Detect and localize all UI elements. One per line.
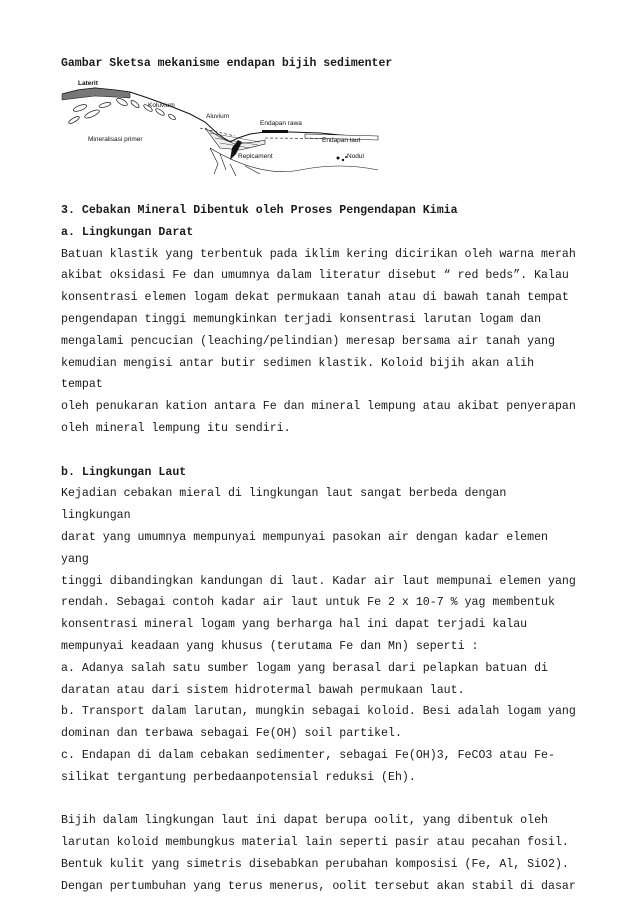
text-line: oleh penukaran kation antara Fe dan mineral lempung atau akibat penyerapan <box>61 400 576 414</box>
text-line: Dengan pertumbuhan yang terus menerus, oolit tersebut akan stabil di dasar <box>61 879 576 893</box>
text-line: akibat oksidasi Fe dan umumnya dalam literatur disebut “ red beds”. Kalau <box>61 269 569 283</box>
label-koluvium: Koluvium <box>148 102 175 109</box>
text-line: oleh mineral lempung itu sendiri. <box>61 421 291 435</box>
text-line: tinggi dibandingkan kandungan di laut. Kadar air laut mempunai elemen yang <box>61 574 576 588</box>
section-heading: 3. Cebakan Mineral Dibentuk oleh Proses Pengendapan Kimia <box>61 204 458 217</box>
text-line: konsentrasi mineral logam yang berharga hal ini dapat terjadi kalau <box>61 618 528 632</box>
subheading-darat: a. Lingkungan Darat <box>61 225 194 239</box>
text-line: darat yang umumnya mempunyai mempunyai pasokan air dengan kadar elemen yang <box>61 530 549 566</box>
text-line: c. Endapan di dalam cebakan sedimenter, sebagai Fe(OH)3, FeCO3 atau Fe- <box>61 748 555 762</box>
label-endapan-rawa: Endapan rawa <box>260 120 302 127</box>
text-line: kemudian mengisi antar butir sedimen klastik. Koloid bijih akan alih tempat <box>61 356 535 392</box>
label-aluvium: Aluvium <box>206 113 230 120</box>
text-line: larutan koloid membungkus material lain seperti pasir atau pecahan fosil. <box>61 836 569 850</box>
document-body <box>61 200 581 898</box>
subheading-laut: b. Lingkungan Laut <box>61 465 187 479</box>
text-line: Bentuk kulit yang simetris disebabkan perubahan komposisi (Fe, Al, SiO2). <box>61 857 569 871</box>
figure-title: Gambar Sketsa mekanisme endapan bijih sedimenter <box>61 57 393 70</box>
text-line: mempunyai keadaan yang khusus (terutama Fe dan Mn) seperti : <box>61 639 479 653</box>
paragraph-oolit <box>61 810 581 897</box>
text-line: daratan atau dari sistem hidrotermal bawah permukaan laut. <box>61 683 465 697</box>
text-line: Kejadian cebakan mieral di lingkungan laut sangat berbeda dengan lingkungan <box>61 487 507 523</box>
text-line: dominan dan terbawa sebagai Fe(OH) soil partikel. <box>61 727 402 741</box>
text-line: b. Transport dalam larutan, mungkin sebagai koloid. Besi adalah logam yang <box>61 705 576 719</box>
text-line: mengalami pencucian (leaching/pelindian) meresap bersama air tanah yang <box>61 334 555 348</box>
text-line: pengendapan tinggi memungkinkan terjadi konsentrasi larutan logam dan <box>61 312 542 326</box>
text-line: konsentrasi elemen logam dekat permukaan tanah atau di bawah tanah tempat <box>61 291 569 305</box>
paragraph-laut <box>61 483 581 788</box>
text-line: a. Adanya salah satu sumber logam yang berasal dari pelapkan batuan di <box>61 661 549 675</box>
label-nodul: Nodul <box>347 153 364 160</box>
label-laterit: Laterit <box>78 80 98 87</box>
label-replacement: Replcament <box>238 153 273 160</box>
text-line: Bijih dalam lingkungan laut ini dapat berupa oolit, yang dibentuk oleh <box>61 814 549 828</box>
paragraph-darat <box>61 244 581 440</box>
label-mineralisasi-primer: Mineralisasi primer <box>88 136 143 143</box>
label-endapan-laut: Endapan laut <box>322 137 361 144</box>
text-line: Batuan klastik yang terbentuk pada iklim kering dicirikan oleh warna merah <box>61 247 576 261</box>
sedimentary-ore-sketch <box>60 78 385 180</box>
text-line: rendah. Sebagai contoh kadar air laut untuk Fe 2 x 10-7 % yag membentuk <box>61 596 555 610</box>
text-line: silikat tergantung perbedaanpotensial reduksi (Eh). <box>61 770 416 784</box>
